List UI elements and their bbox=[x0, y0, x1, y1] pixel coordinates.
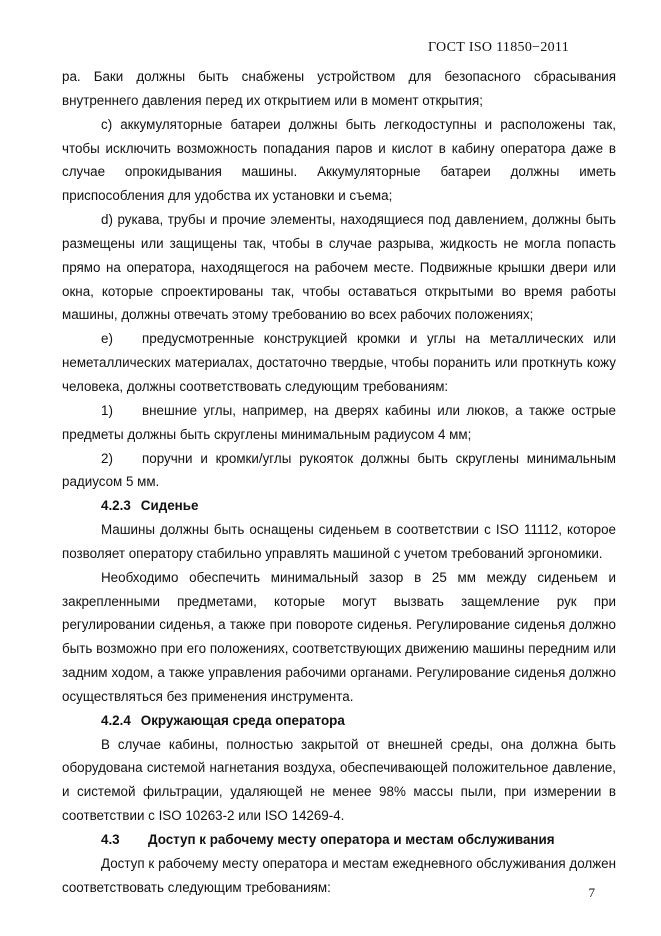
paragraph-item-d-hoses: d) рукава, трубы и прочие элементы, находящиеся под давлением, должны быть размещены или защищены так, чтобы в случае разрыва, жидкость не могла попасть прямо на оператора, находящегося на рабочем месте. Подвижные крышки двери или окна, которые спроектированы так, чтобы оставаться открытыми во время работы машины, должны отвечать этому требованию во всех рабочих положениях; bbox=[62, 212, 616, 323]
paragraph-access-requirements: Доступ к рабочему месту оператора и местам ежедневного обслуживания должен соответствовать следующим требованиям: bbox=[62, 855, 616, 895]
section-title: Окружающая среда оператора bbox=[140, 712, 345, 728]
section-title: Доступ к рабочему месту оператора и местам обслуживания bbox=[148, 832, 555, 847]
document-body bbox=[62, 65, 616, 900]
section-number: 4.2.3 bbox=[101, 498, 131, 514]
section-heading-4-2-4 bbox=[62, 709, 616, 733]
section-number: 4.3 bbox=[101, 832, 120, 847]
paragraph-cabin-air: В случае кабины, полностью закрытой от внешней среды, она должна быть оборудована системой нагнетания воздуха, обеспечивающей положительное давление, и системой фильтрации, удаляющей не менее 98% массы пыли, при измерении в соответствии с ISO 10263-2 или ISO 14269-4. bbox=[62, 736, 616, 824]
section-number: 4.2.4 bbox=[101, 712, 131, 728]
list-marker-2: 2) bbox=[101, 450, 113, 466]
section-heading-4-2-3 bbox=[62, 494, 616, 518]
list-marker-e: e) bbox=[101, 331, 113, 347]
list-text-1: внешние углы, например, на дверях кабины или люков, а также острые предметы должны быть скруглены минимальным радиусом 4 мм; bbox=[62, 402, 616, 442]
paragraph-item-1-corners bbox=[62, 399, 616, 447]
paragraph-item-c-batteries: c) аккумуляторные батареи должны быть легкодоступны и расположены так, чтобы исключить возможность попадания паров и кислот в кабину оператора даже в случае опрокидывания машины. Аккумуляторные батареи должны иметь приспособления для удобства их установки и съема; bbox=[62, 116, 616, 204]
paragraph-item-2-handrails bbox=[62, 447, 616, 495]
document-code-header: ГОСТ ISO 11850−2011 bbox=[427, 40, 569, 55]
paragraph-seat-clearance: Необходимо обеспечить минимальный зазор в 25 мм между сиденьем и закрепленными предметами, которые могут вызвать защемление рук при регулировании сиденья, а также при повороте сиденья. Регулирование сиденья должно быть возможно при его положениях, соответствующих движению машины передним или задним ходом, а также управления рабочими органами. Регулирование сиденья должно осуществляться без применения инструмента. bbox=[62, 569, 616, 704]
paragraph-tank-pressure: ра. Баки должны быть снабжены устройством для безопасного сбрасывания внутреннего давления перед их открытием или в момент открытия; bbox=[62, 69, 616, 108]
paragraph-seat-iso: Машины должны быть оснащены сиденьем в соответствии с ISO 11112, которое позволяет оператору стабильно управлять машиной с учетом требований эргономики. bbox=[62, 522, 616, 561]
list-marker-1: 1) bbox=[101, 402, 113, 418]
section-title: Сиденье bbox=[140, 498, 199, 514]
section-heading-4-3 bbox=[62, 828, 616, 852]
list-text-2: поручни и кромки/углы рукояток должны быть скруглены минимальным радиусом 5 мм. bbox=[62, 450, 616, 490]
page-number: 7 bbox=[588, 885, 595, 900]
paragraph-item-e-edges bbox=[62, 327, 616, 399]
list-text-e: предусмотренные конструкцией кромки и углы на металлических или неметаллических материалах, достаточно твердые, чтобы поранить или проткнуть кожу человека, должны соответствовать следующим требованиям: bbox=[62, 331, 616, 394]
